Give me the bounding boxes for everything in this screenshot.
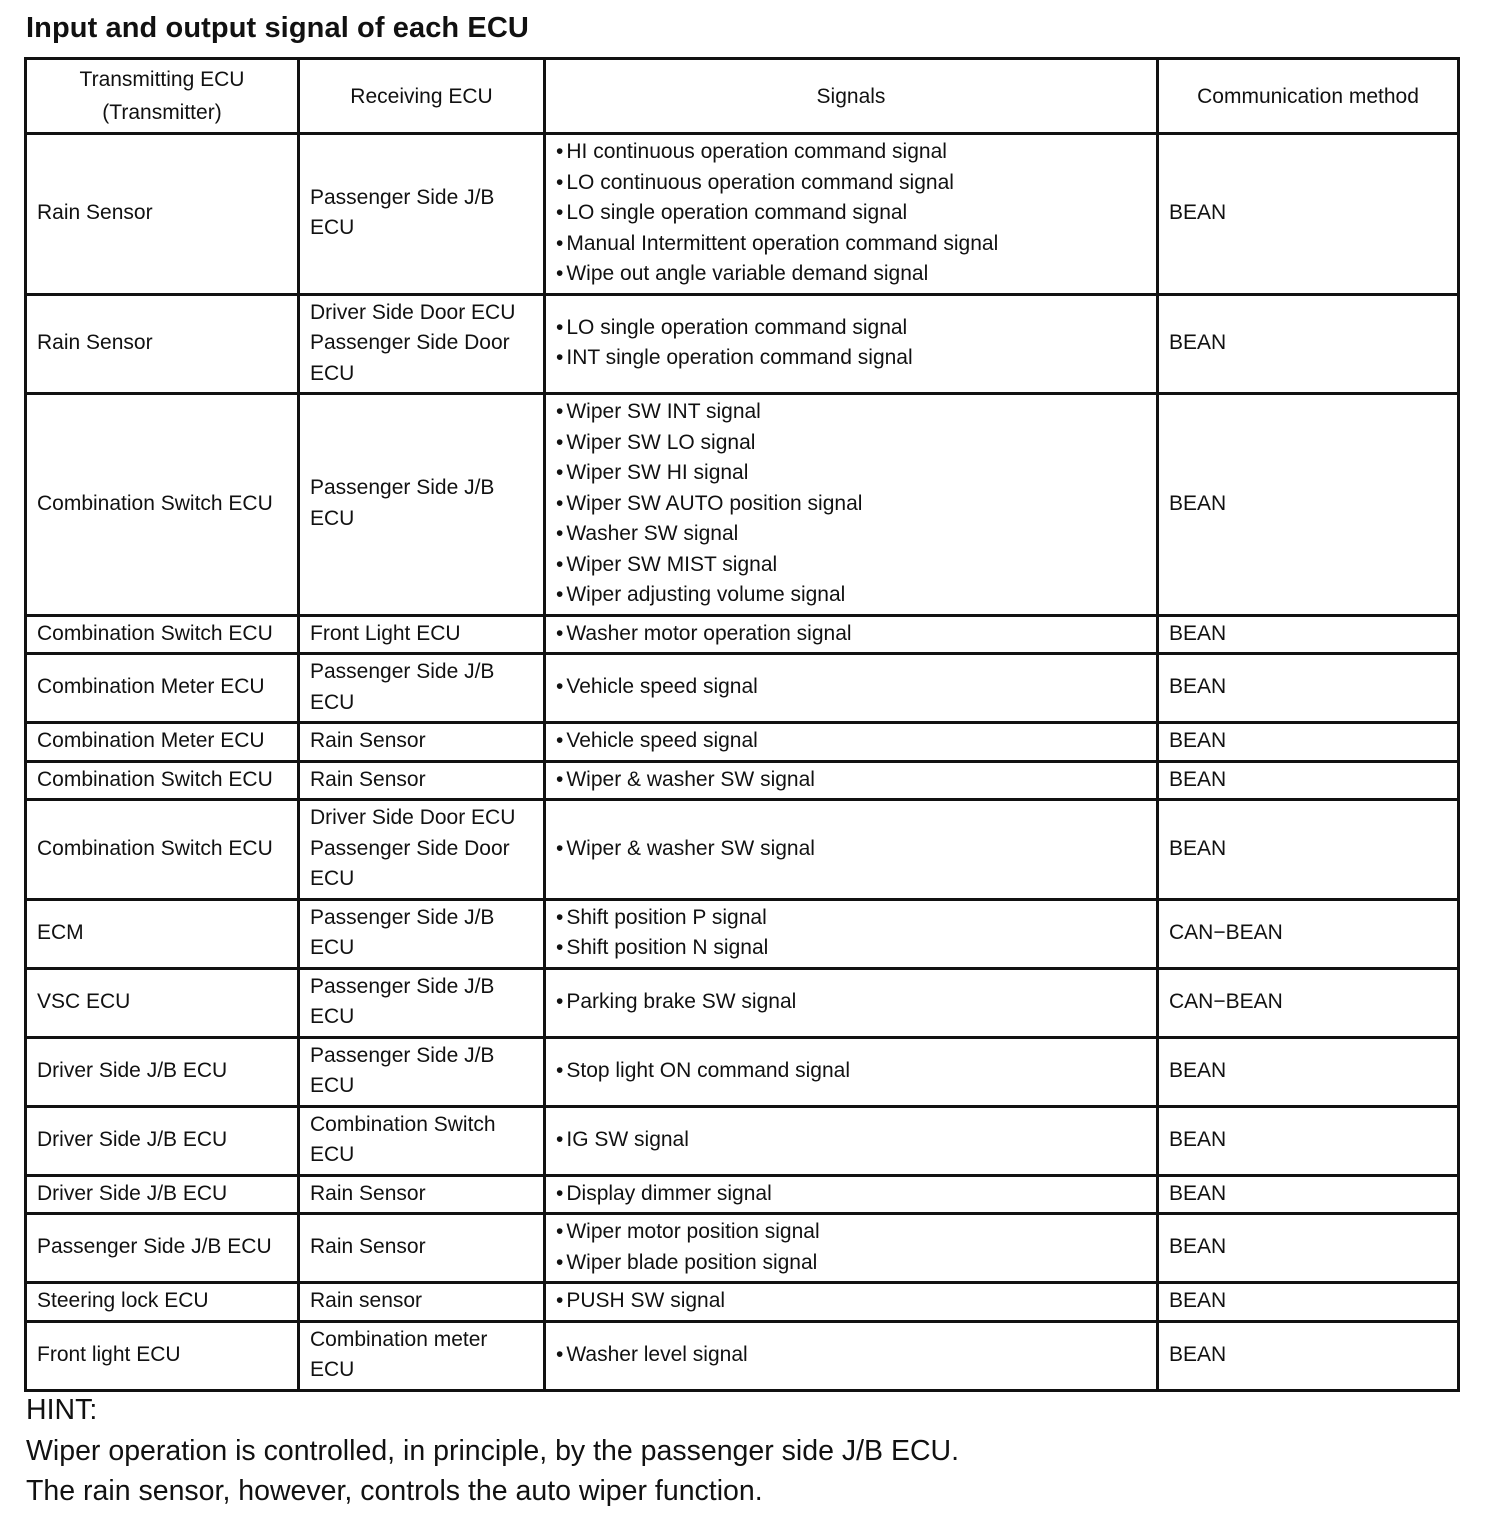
receiver-cell xyxy=(299,1283,545,1322)
receiver-line: Passenger Side J/B xyxy=(310,974,495,998)
signal-list xyxy=(556,765,1146,796)
signal-list xyxy=(556,619,1146,650)
hint-line-1: Wiper operation is controlled, in principle, by the passenger side J/B ECU. xyxy=(26,1434,960,1467)
table-body xyxy=(26,134,1459,1391)
transmitter-cell: Driver Side J/B ECU xyxy=(26,1106,299,1175)
table-row xyxy=(26,968,1459,1037)
receiver-cell xyxy=(299,800,545,900)
signal-item: • Parking brake SW signal xyxy=(556,987,1146,1018)
signals-cell xyxy=(545,899,1158,968)
receiver-cell xyxy=(299,761,545,800)
signal-list xyxy=(556,1125,1146,1156)
signal-list xyxy=(556,834,1146,865)
receiver-cell xyxy=(299,1037,545,1106)
signals-cell xyxy=(545,394,1158,616)
signal-item: • Wiper adjusting volume signal xyxy=(556,580,1146,611)
transmitter-cell: ECM xyxy=(26,899,299,968)
signal-item: • IG SW signal xyxy=(556,1125,1146,1156)
transmitter-cell: Driver Side J/B ECU xyxy=(26,1037,299,1106)
signal-item: • Wiper blade position signal xyxy=(556,1248,1146,1279)
signal-item: • Manual Intermittent operation command signal xyxy=(556,229,1146,260)
communication-method-cell: BEAN xyxy=(1158,394,1459,616)
table-row xyxy=(26,723,1459,762)
signals-cell xyxy=(545,800,1158,900)
signal-item: • Wiper SW HI signal xyxy=(556,458,1146,489)
header-transmitting-line1: Transmitting ECU xyxy=(79,68,245,91)
signal-item: • LO single operation command signal xyxy=(556,313,1146,344)
signal-item: • Washer level signal xyxy=(556,1340,1146,1371)
communication-method-cell: CAN−BEAN xyxy=(1158,968,1459,1037)
receiver-cell xyxy=(299,654,545,723)
receiver-line: ECU xyxy=(310,867,355,890)
signal-list xyxy=(556,397,1146,611)
ecu-signal-table xyxy=(24,57,1460,1392)
signal-item: • Wiper motor position signal xyxy=(556,1217,1146,1248)
receiver-cell xyxy=(299,1106,545,1175)
receiver-cell xyxy=(299,394,545,616)
signals-cell xyxy=(545,654,1158,723)
signal-list xyxy=(556,1340,1146,1371)
transmitter-cell: VSC ECU xyxy=(26,968,299,1037)
receiver-line: ECU xyxy=(310,506,355,530)
receiver-line: Rain Sensor xyxy=(310,729,426,752)
signal-item: • Wiper SW LO signal xyxy=(556,428,1146,459)
communication-method-cell: BEAN xyxy=(1158,723,1459,762)
signal-list xyxy=(556,137,1146,290)
communication-method-cell: BEAN xyxy=(1158,1283,1459,1322)
receiver-line: Passenger Side J/B xyxy=(310,476,495,500)
receiver-line: Combination meter xyxy=(310,1327,488,1351)
communication-method-cell: BEAN xyxy=(1158,1214,1459,1283)
communication-method-cell: BEAN xyxy=(1158,800,1459,900)
table-row xyxy=(26,654,1459,723)
signal-item: • Wiper & washer SW signal xyxy=(556,834,1146,865)
receiver-cell xyxy=(299,968,545,1037)
signal-list xyxy=(556,1179,1146,1210)
signals-cell xyxy=(545,968,1158,1037)
signal-item: • LO single operation command signal xyxy=(556,198,1146,229)
communication-method-cell: CAN−BEAN xyxy=(1158,899,1459,968)
communication-method-cell: BEAN xyxy=(1158,654,1459,723)
signal-item: • Wiper SW MIST signal xyxy=(556,550,1146,581)
receiver-line: ECU xyxy=(310,361,355,385)
signal-item: • Display dimmer signal xyxy=(556,1179,1146,1210)
table-row xyxy=(26,294,1459,394)
header-signals: Signals xyxy=(545,59,1158,134)
table-row xyxy=(26,1106,1459,1175)
signal-item: • Wipe out angle variable demand signal xyxy=(556,259,1146,290)
hint-label: HINT: xyxy=(26,1394,98,1426)
communication-method-cell: BEAN xyxy=(1158,1321,1459,1390)
signals-cell xyxy=(545,134,1158,295)
signal-item: • Wiper & washer SW signal xyxy=(556,765,1146,796)
receiver-line: ECU xyxy=(310,690,355,714)
table-row xyxy=(26,1037,1459,1106)
table-row xyxy=(26,394,1459,616)
signal-list xyxy=(556,1286,1146,1317)
communication-method-cell: BEAN xyxy=(1158,615,1459,654)
signal-item: • HI continuous operation command signal xyxy=(556,137,1146,168)
receiver-line: Passenger Side Door xyxy=(310,836,510,860)
table-row xyxy=(26,899,1459,968)
table-row xyxy=(26,1321,1459,1390)
receiver-line: Rain Sensor xyxy=(310,1235,426,1259)
transmitter-cell: Combination Switch ECU xyxy=(26,800,299,900)
receiver-line: Rain sensor xyxy=(310,1289,423,1312)
signals-cell xyxy=(545,1214,1158,1283)
table-row xyxy=(26,615,1459,654)
transmitter-cell: Steering lock ECU xyxy=(26,1283,299,1322)
signals-cell xyxy=(545,1175,1158,1214)
signal-list xyxy=(556,672,1146,703)
receiver-line: ECU xyxy=(310,1005,355,1028)
signal-item: • Washer SW signal xyxy=(556,519,1146,550)
transmitter-cell: Passenger Side J/B ECU xyxy=(26,1214,299,1283)
receiver-cell xyxy=(299,899,545,968)
transmitter-cell: Combination Meter ECU xyxy=(26,723,299,762)
receiver-line: Rain Sensor xyxy=(310,767,426,791)
receiver-line: ECU xyxy=(310,216,355,240)
signal-item: • PUSH SW signal xyxy=(556,1286,1146,1317)
receiver-line: Combination Switch xyxy=(310,1112,496,1136)
receiver-cell xyxy=(299,1175,545,1214)
receiver-line: ECU xyxy=(310,1358,355,1381)
signal-item: • Shift position P signal xyxy=(556,903,1146,934)
table-row xyxy=(26,1214,1459,1283)
receiver-cell xyxy=(299,615,545,654)
receiver-line: Front Light ECU xyxy=(310,621,461,645)
header-transmitting-line2: (Transmitter) xyxy=(102,101,222,124)
hint-line-2: The rain sensor, however, controls the auto wiper function. xyxy=(26,1475,763,1507)
transmitter-cell: Rain Sensor xyxy=(26,294,299,394)
signal-list xyxy=(556,1217,1146,1278)
signal-item: • INT single operation command signal xyxy=(556,343,1146,374)
signals-cell xyxy=(545,294,1158,394)
page-title: Input and output signal of each ECU xyxy=(26,12,529,44)
table-row xyxy=(26,761,1459,800)
signal-list xyxy=(556,987,1146,1018)
table-header-row xyxy=(26,59,1459,134)
signal-item: • Wiper SW INT signal xyxy=(556,397,1146,428)
signal-item: • Vehicle speed signal xyxy=(556,726,1146,757)
header-receiving-ecu: Receiving ECU xyxy=(299,59,545,134)
transmitter-cell: Front light ECU xyxy=(26,1321,299,1390)
receiver-cell xyxy=(299,294,545,394)
signals-cell xyxy=(545,723,1158,762)
signal-item: • Shift position N signal xyxy=(556,933,1146,964)
signal-item: • Vehicle speed signal xyxy=(556,672,1146,703)
receiver-line: Rain Sensor xyxy=(310,1181,426,1205)
signals-cell xyxy=(545,1321,1158,1390)
receiver-line: Passenger Side J/B xyxy=(310,185,495,209)
receiver-line: Driver Side Door ECU xyxy=(310,300,516,324)
signals-cell xyxy=(545,615,1158,654)
transmitter-cell: Combination Switch ECU xyxy=(26,761,299,800)
table-row xyxy=(26,1283,1459,1322)
hint-block xyxy=(26,1390,959,1512)
signal-list xyxy=(556,903,1146,964)
receiver-cell xyxy=(299,1321,545,1390)
signals-cell xyxy=(545,761,1158,800)
communication-method-cell: BEAN xyxy=(1158,294,1459,394)
transmitter-cell: Combination Meter ECU xyxy=(26,654,299,723)
receiver-line: Passenger Side Door xyxy=(310,331,510,354)
receiver-line: ECU xyxy=(310,1074,355,1097)
receiver-cell xyxy=(299,1214,545,1283)
transmitter-cell: Combination Switch ECU xyxy=(26,615,299,654)
signal-list xyxy=(556,313,1146,374)
signal-item: • Stop light ON command signal xyxy=(556,1056,1146,1087)
receiver-cell xyxy=(299,723,545,762)
signals-cell xyxy=(545,1037,1158,1106)
table-row xyxy=(26,1175,1459,1214)
receiver-cell xyxy=(299,134,545,295)
receiver-line: Driver Side Door ECU xyxy=(310,806,516,829)
receiver-line: Passenger Side J/B xyxy=(310,905,495,929)
signal-item: • Washer motor operation signal xyxy=(556,619,1146,650)
signal-list xyxy=(556,1056,1146,1087)
communication-method-cell: BEAN xyxy=(1158,1106,1459,1175)
receiver-line: Passenger Side J/B xyxy=(310,1043,495,1067)
receiver-line: ECU xyxy=(310,936,355,959)
header-transmitting-ecu xyxy=(26,59,299,134)
signals-cell xyxy=(545,1283,1158,1322)
header-communication-method: Communication method xyxy=(1158,59,1459,134)
communication-method-cell: BEAN xyxy=(1158,1037,1459,1106)
communication-method-cell: BEAN xyxy=(1158,761,1459,800)
receiver-line: ECU xyxy=(310,1143,355,1166)
table-row xyxy=(26,134,1459,295)
transmitter-cell: Combination Switch ECU xyxy=(26,394,299,616)
signal-item: • Wiper SW AUTO position signal xyxy=(556,489,1146,520)
receiver-line: Passenger Side J/B xyxy=(310,660,495,683)
signal-item: • LO continuous operation command signal xyxy=(556,168,1146,199)
transmitter-cell: Rain Sensor xyxy=(26,134,299,295)
table-row xyxy=(26,800,1459,900)
signal-list xyxy=(556,726,1146,757)
signals-cell xyxy=(545,1106,1158,1175)
communication-method-cell: BEAN xyxy=(1158,134,1459,295)
transmitter-cell: Driver Side J/B ECU xyxy=(26,1175,299,1214)
communication-method-cell: BEAN xyxy=(1158,1175,1459,1214)
